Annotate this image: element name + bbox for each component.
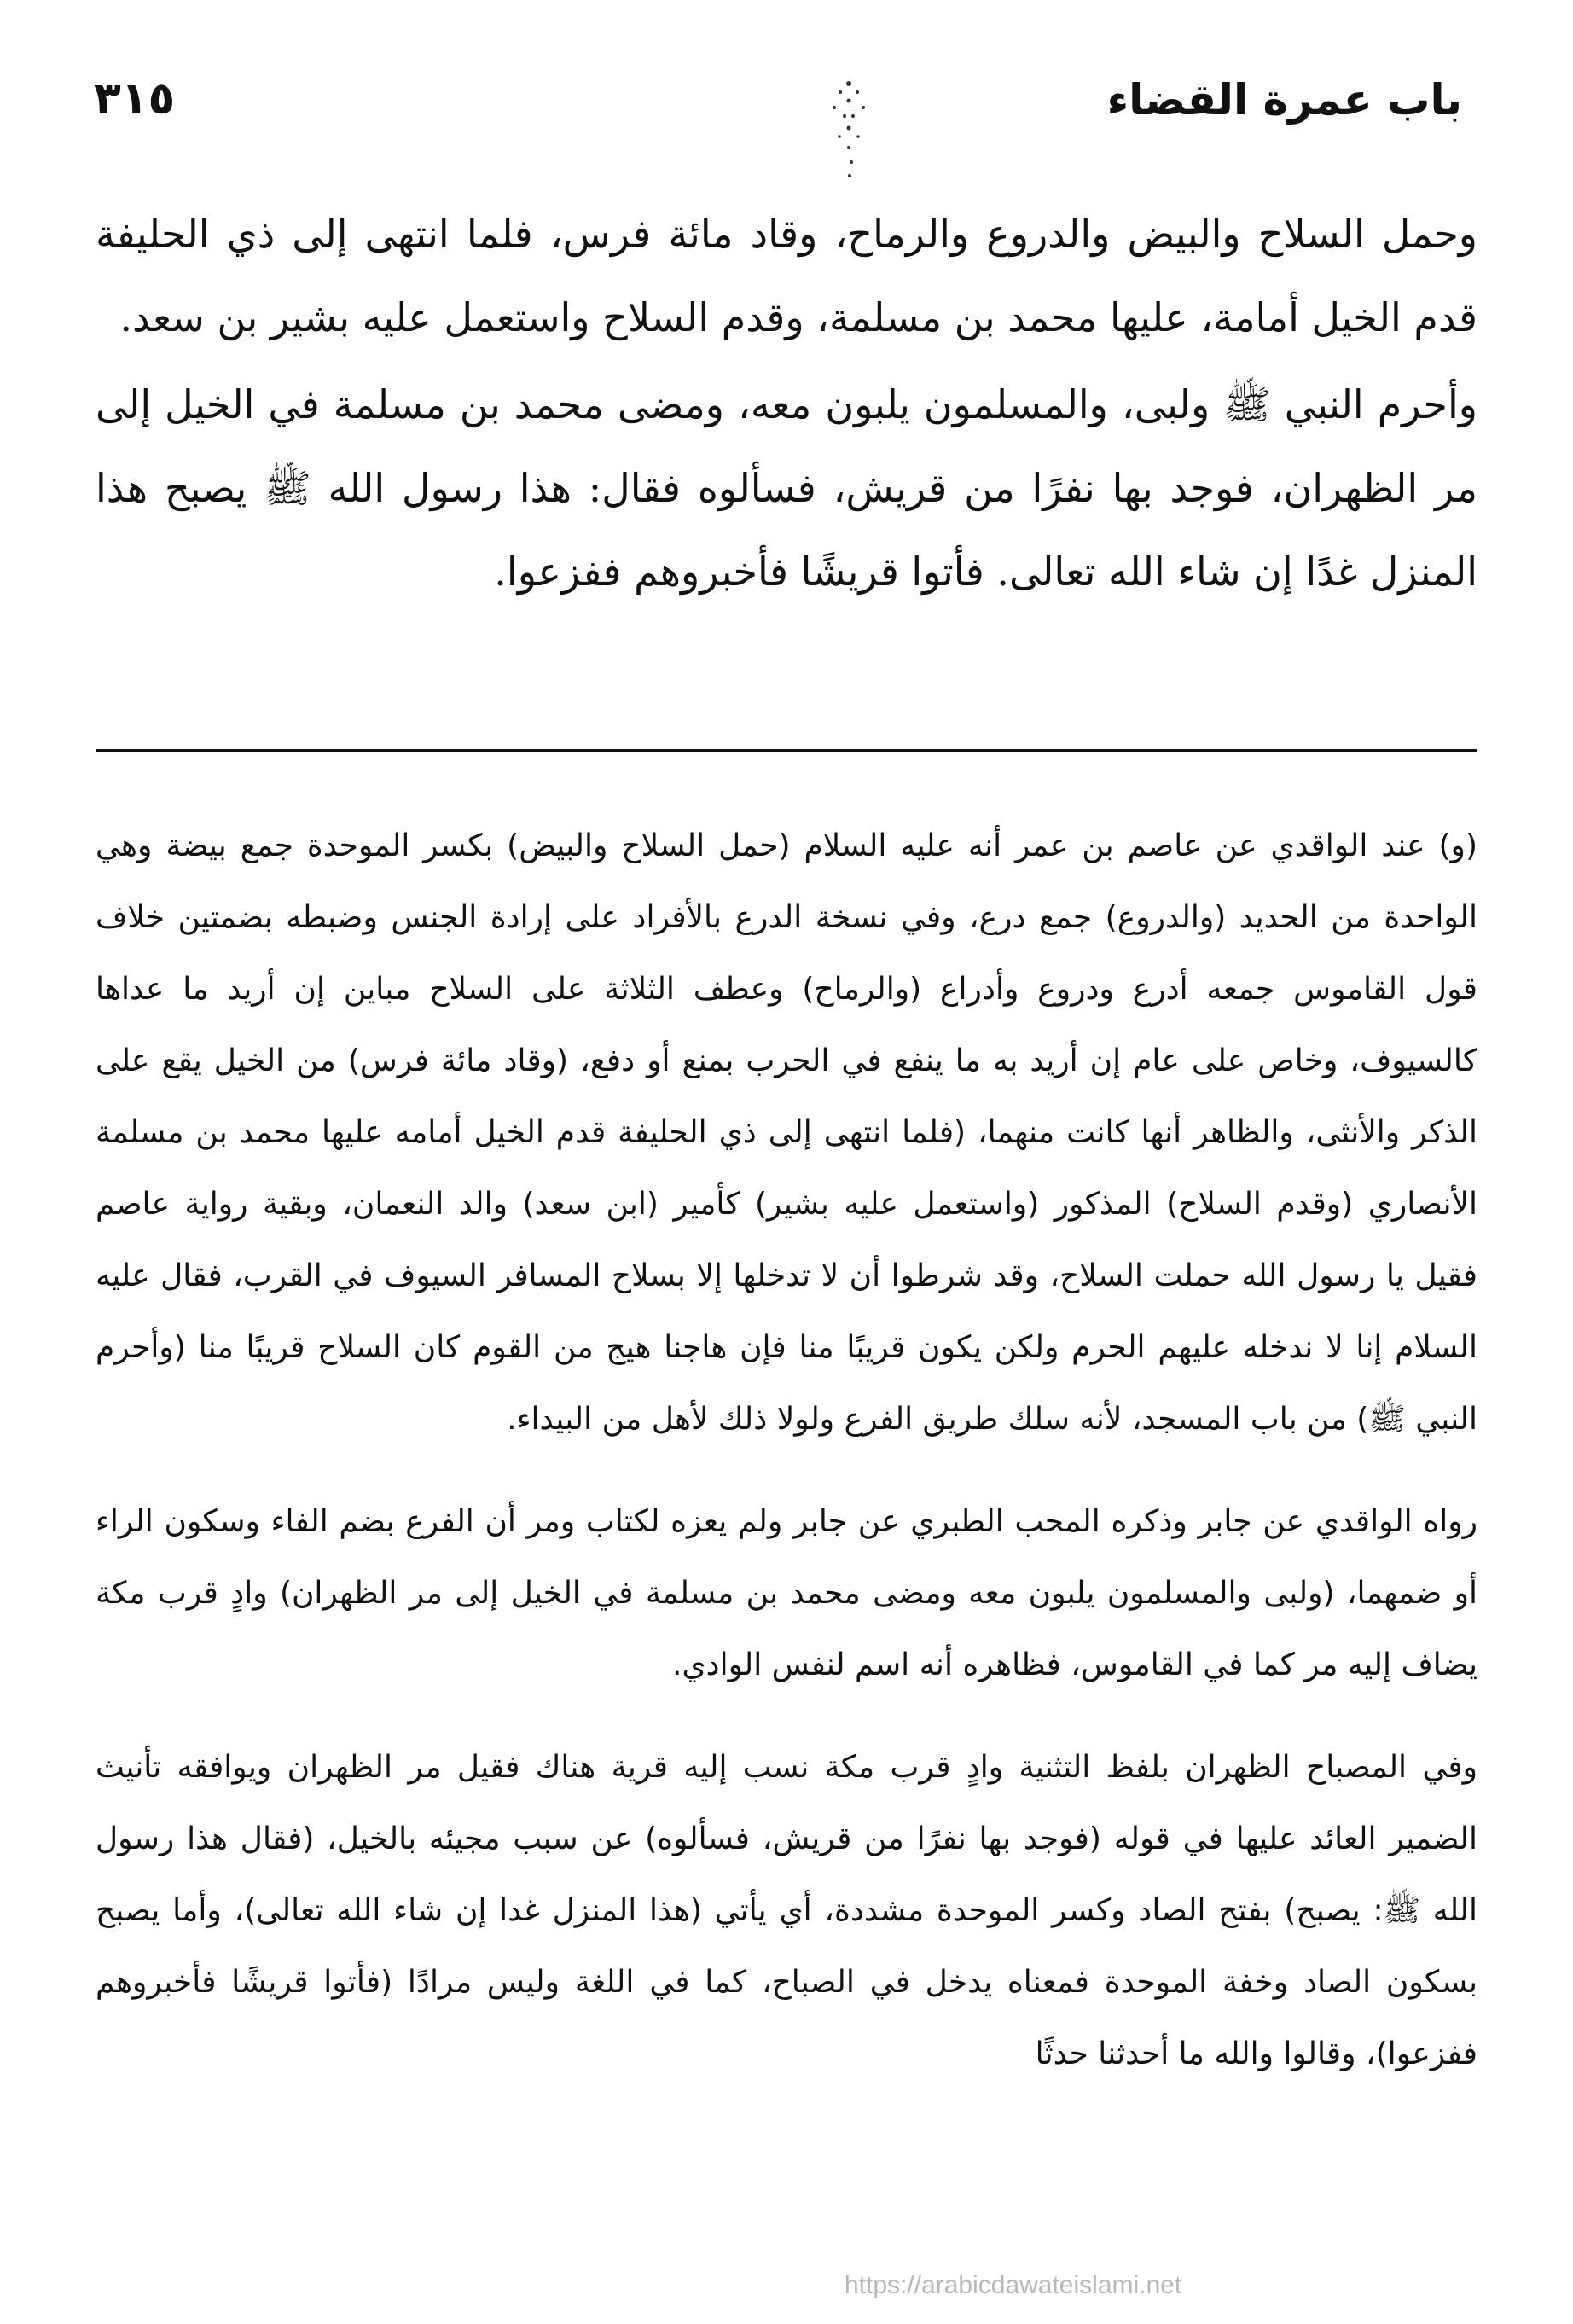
ornament-icon <box>802 67 896 186</box>
commentary-paragraph: وفي المصباح الظهران بلفظ التثنية وادٍ قرب مكة نسب إليه قرية هناك فقيل مر الظهران ويوافقه تأنيث الضمير العائد عليها في قوله (فوجد بها نفرًا من قريش، فسألوه) عن سبب مجيئه بالخيل، (فقال هذا رسول الله ﷺ: يصبح) بفتح الصاد وكسر الموحدة مشددة، أي يأتي (هذا المنزل غدا إن شاء الله تعالى)، وأما يصبح بسكون الصاد وخفة الموحدة فمعناه يدخل في الصباح، كما في اللغة وليس مرادًا (فأتوا قريشًا فأخبروهم ففزعوا)، وقالوا والله ما أحدثنا حدثًا <box>96 1750 1477 2071</box>
main-text <box>96 192 1477 613</box>
page-number: ٣١٥ <box>94 73 176 125</box>
commentary-paragraph: رواه الواقدي عن جابر وذكره المحب الطبري عن جابر ولم يعزه لكتاب ومر أن الفرع بضم الفاء وسكون الراء أو ضمهما، (ولبى والمسلمون يلبون معه ومضى محمد بن مسلمة في الخيل إلى مر الظهران) وادٍ قرب مكة يضاف إليه مر كما في القاموس، فظاهره أنه اسم لنفس الوادي. <box>96 1504 1477 1682</box>
commentary-paragraph: (و) عند الواقدي عن عاصم بن عمر أنه عليه السلام (حمل السلاح والبيض) بكسر الموحدة جمع بيضة وهي الواحدة من الحديد (والدروع) جمع درع، وفي نسخة الدرع بالأفراد على إرادة الجنس وضبطه بضمتين خلاف قول القاموس جمعه أدرع ودروع وأدراع (والرماح) وعطف الثلاثة على السلاح مباين إن أريد ما عداها كالسيوف، وخاص على عام إن أريد به ما ينفع في الحرب بمنع أو دفع، (وقاد مائة فرس) من الخيل يقع على الذكر والأنثى، والظاهر أنها كانت منهما، (فلما انتهى إلى ذي الحليفة قدم الخيل أمامه عليها محمد بن مسلمة الأنصاري (وقدم السلاح) المذكور (واستعمل عليه بشير) كأمير (ابن سعد) والد النعمان، وبقية رواية عاصم فقيل يا رسول الله حملت السلاح، وقد شرطوا أن لا تدخلها إلا بسلاح المسافر السيوف في القرب، فقال عليه السلام إنا لا ندخله عليهم الحرم ولكن يكون قريبًا منا فإن هاجنا هيج من القوم كان السلاح قريبًا منا (وأحرم النبي ﷺ) من باب المسجد، لأنه سلك طريق الفرع ولولا ذلك لأهل من البيداء. <box>96 828 1477 1437</box>
section-divider <box>96 749 1477 752</box>
chapter-title: باب عمرة القضاء <box>1106 75 1462 125</box>
main-paragraph: وأحرم النبي ﷺ ولبى، والمسلمون يلبون معه، ومضى محمد بن مسلمة في الخيل إلى مر الظهران، فوجد بها نفرًا من قريش، فسألوه فقال: هذا رسول الله ﷺ يصبح هذا المنزل غدًا إن شاء الله تعالى. فأتوا قريشًا فأخبروهم ففزعوا. <box>96 381 1477 595</box>
watermark-url: https://arabicdawateislami.net <box>845 2271 1182 2299</box>
main-paragraph: وحمل السلاح والبيض والدروع والرماح، وقاد مائة فرس، فلما انتهى إلى ذي الحليفة قدم الخيل أمامة، عليها محمد بن مسلمة، وقدم السلاح واستعمل عليه بشير بن سعد. <box>96 211 1477 340</box>
page-header <box>94 67 1479 152</box>
commentary-text <box>96 810 1477 2121</box>
